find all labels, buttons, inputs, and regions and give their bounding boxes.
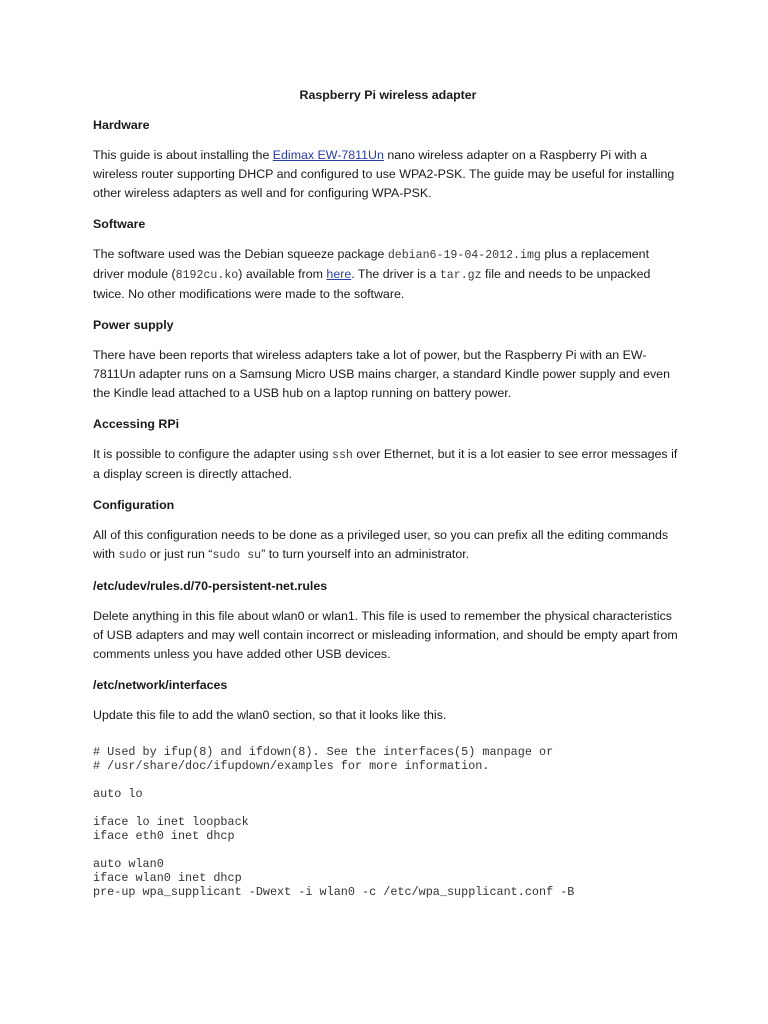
driver-here-link[interactable]: here <box>326 267 352 281</box>
paragraph-software <box>93 245 683 304</box>
text-segment: It is possible to configure the adapter using <box>93 447 333 461</box>
text-segment: ” to turn yourself into an administrator. <box>261 547 470 561</box>
paragraph-udev-rules: Delete anything in this file about wlan0 or wlan1. This file is used to remember the physical characteristics of USB adapters and may well contain incorrect or misleading information, and should be empty apart from comments unless you have added other USB devices. <box>93 609 678 661</box>
text-segment: All of this configuration needs to be done as a privileged user, so you can prefix all the editing commands with <box>93 528 669 561</box>
paragraph-interfaces: Update this file to add the wlan0 section, so that it looks like this. <box>93 708 447 722</box>
text-segment: over Ethernet, but it is a lot easier to see error messages if a display screen is directly attached. <box>93 447 678 481</box>
code-line: pre-up wpa_supplicant -Dwext -i wlan0 -c /etc/wpa_supplicant.conf -B <box>93 885 575 899</box>
code-line: auto wlan0 <box>93 857 164 871</box>
heading-software: Software <box>93 217 146 231</box>
code-line: auto lo <box>93 787 143 801</box>
code-line <box>93 773 683 787</box>
text-segment: file and needs to be unpacked twice. No other modifications were made to the software. <box>93 267 651 301</box>
text-segment: . The driver is a <box>351 267 440 281</box>
edimax-link[interactable]: Edimax EW-7811Un <box>272 148 384 162</box>
paragraph-power-supply: There have been reports that wireless adapters take a lot of power, but the Raspberry Pi with an EW-7811Un adapter runs on a Samsung Micro USB mains charger, a standard Kindle power supply and even the Kindle lead attached to a USB hub on a laptop running on battery power. <box>93 348 670 400</box>
text-segment: This guide is about installing the <box>93 148 273 162</box>
document-page <box>93 86 683 899</box>
interfaces-code-block <box>93 731 683 899</box>
heading-accessing-rpi: Accessing RPi <box>93 417 180 431</box>
code-line: iface wlan0 inet dhcp <box>93 871 242 885</box>
text-segment: The software used was the Debian squeeze package <box>93 247 388 261</box>
heading-configuration: Configuration <box>93 498 175 512</box>
document-title: Raspberry Pi wireless adapter <box>299 88 477 102</box>
code-line: # /usr/share/doc/ifupdown/examples for more information. <box>93 759 490 773</box>
code-line <box>93 801 683 815</box>
inline-code-image-name: debian6-19-04-2012.img <box>387 249 541 262</box>
heading-udev-rules-file: /etc/udev/rules.d/70-persistent-net.rules <box>93 579 328 593</box>
heading-power-supply: Power supply <box>93 318 174 332</box>
code-line: # Used by ifup(8) and ifdown(8). See the interfaces(5) manpage or <box>93 745 554 759</box>
code-line: iface eth0 inet dhcp <box>93 829 235 843</box>
inline-code-driver-module: 8192cu.ko <box>175 269 239 282</box>
inline-code-archive-type: tar.gz <box>439 269 482 282</box>
code-line <box>93 843 683 857</box>
text-segment: or just run “ <box>146 547 213 561</box>
paragraph-configuration <box>93 526 683 565</box>
heading-hardware: Hardware <box>93 118 150 132</box>
text-segment: nano wireless adapter on a Raspberry Pi with a wireless router supporting DHCP and configured to use WPA2-PSK. The guide may be useful for installing other wireless adapters as well and for configuring WPA-PSK. <box>93 148 675 200</box>
inline-code-ssh: ssh <box>332 449 353 462</box>
paragraph-hardware <box>93 146 683 203</box>
inline-code-sudo-su: sudo su <box>212 549 262 562</box>
text-segment: ) available from <box>238 267 327 281</box>
text-segment: plus a replacement driver module ( <box>93 247 650 281</box>
inline-code-sudo: sudo <box>118 549 147 562</box>
paragraph-accessing-rpi <box>93 445 683 484</box>
heading-interfaces-file: /etc/network/interfaces <box>93 678 228 692</box>
code-line: iface lo inet loopback <box>93 815 249 829</box>
